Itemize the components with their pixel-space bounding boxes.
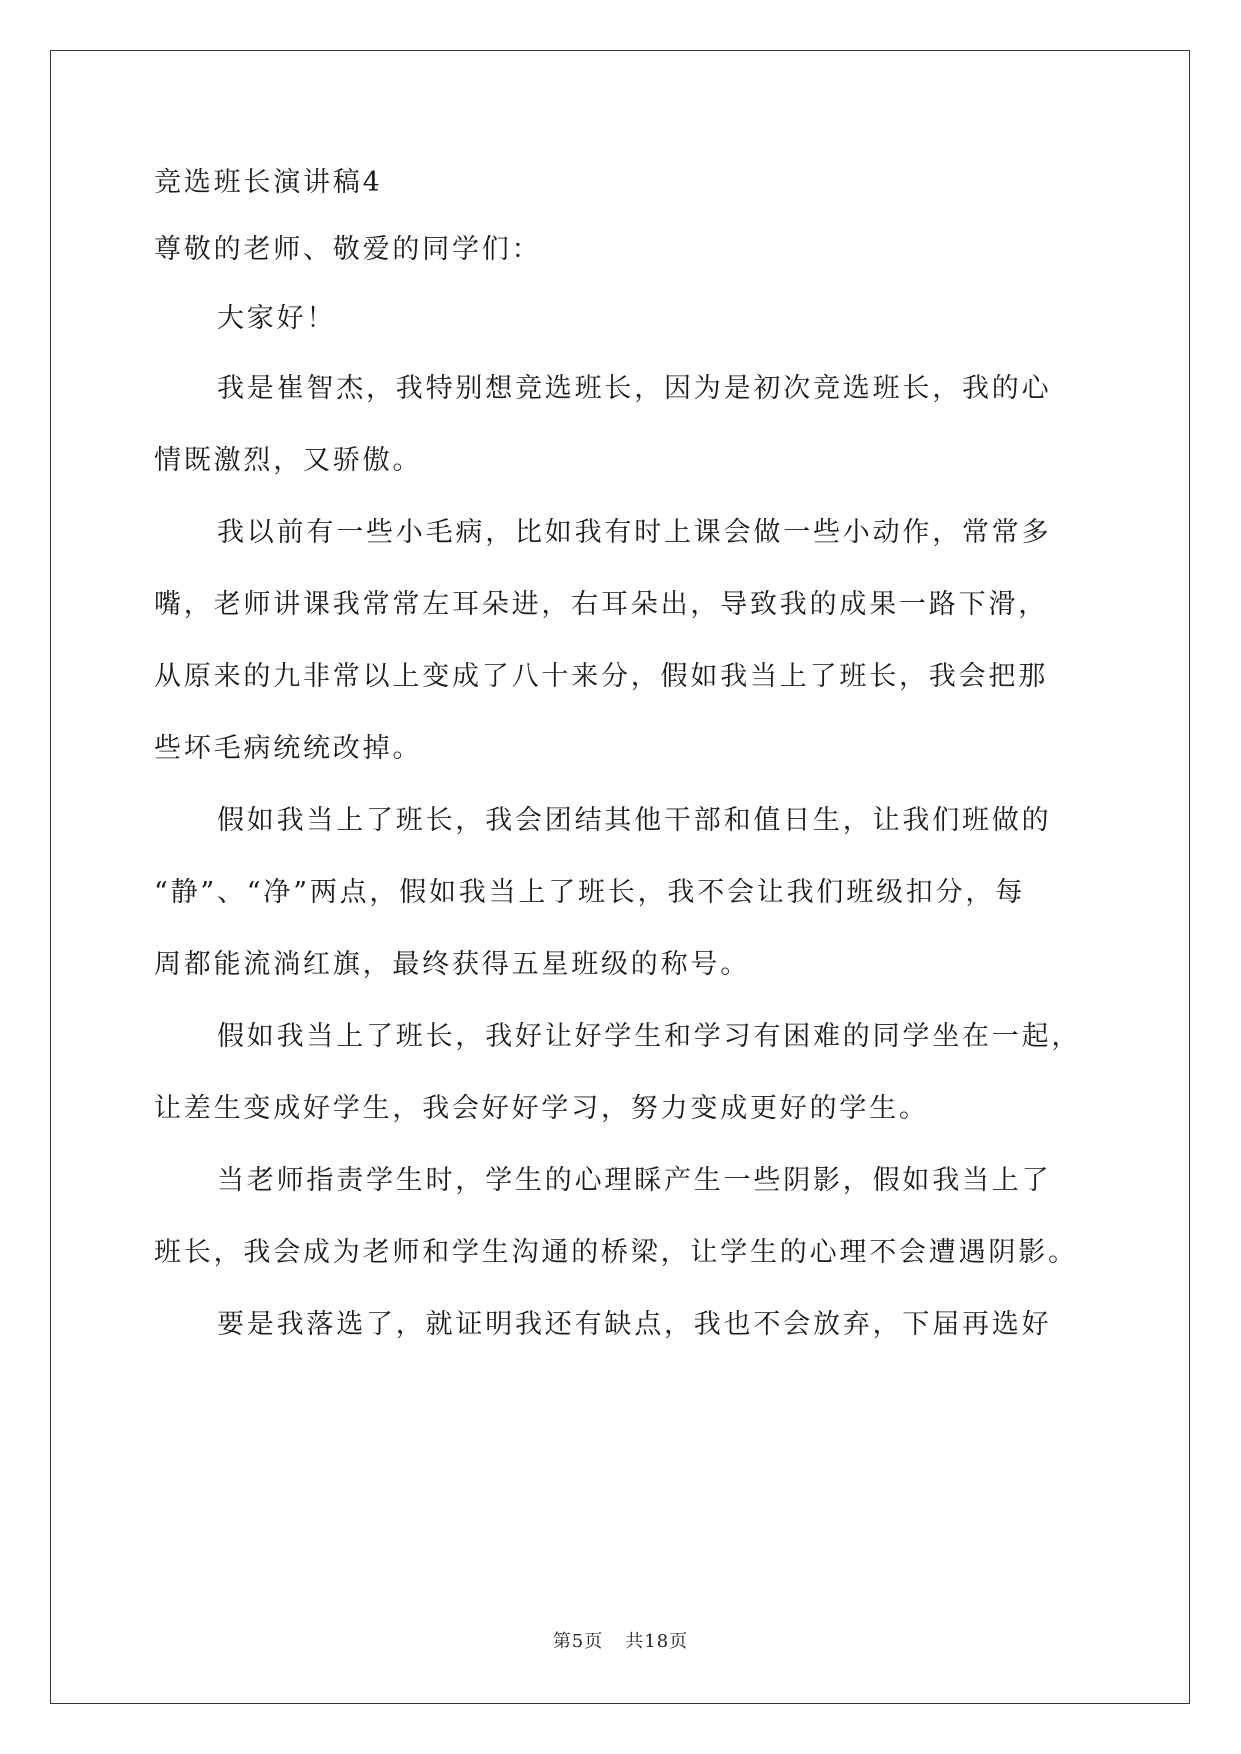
paragraph-line: 周都能流淌红旗，最终获得五星班级的称号。	[154, 949, 750, 980]
paragraph-line: 大家好！	[217, 303, 337, 334]
document-title: 竞选班长演讲稿4	[154, 167, 383, 198]
paragraph-line: 班长，我会成为老师和学生沟通的桥梁，让学生的心理不会遭遇阴影。	[154, 1237, 1078, 1268]
paragraph-line: 假如我当上了班长，我好让好学生和学习有困难的同学坐在一起，	[217, 1021, 1082, 1052]
paragraph-line: 当老师指责学生时，学生的心理睬产生一些阴影，假如我当上了	[217, 1165, 1052, 1196]
page-footer	[0, 1627, 1241, 1653]
paragraph-line: 我以前有一些小毛病，比如我有时上课会做一些小动作，常常多	[217, 517, 1052, 548]
paragraph-line: 让差生变成好学生，我会好好学习，努力变成更好的学生。	[154, 1093, 929, 1124]
paragraph-line: 情既激烈，又骄傲。	[154, 445, 423, 476]
page-number: 第5页	[552, 1631, 604, 1652]
paragraph-line: “静”、“净”两点，假如我当上了班长，我不会让我们班级扣分，每	[154, 877, 1026, 908]
paragraph-line: 从原来的九非常以上变成了八十来分，假如我当上了班长，我会把那	[154, 661, 1048, 692]
paragraph-line: 假如我当上了班长，我会团结其他干部和值日生，让我们班做的	[217, 805, 1052, 836]
paragraph-line: 我是崔智杰，我特别想竞选班长，因为是初次竞选班长，我的心	[217, 373, 1052, 404]
paragraph-line: 要是我落选了，就证明我还有缺点，我也不会放弃，下届再选好	[217, 1309, 1052, 1340]
page-total: 共18页	[625, 1631, 689, 1652]
paragraph-line: 些坏毛病统统改掉。	[154, 733, 423, 764]
salutation: 尊敬的老师、敬爱的同学们：	[154, 234, 542, 265]
paragraph-line: 嘴，老师讲课我常常左耳朵进，右耳朵出，导致我的成果一路下滑，	[154, 589, 1048, 620]
